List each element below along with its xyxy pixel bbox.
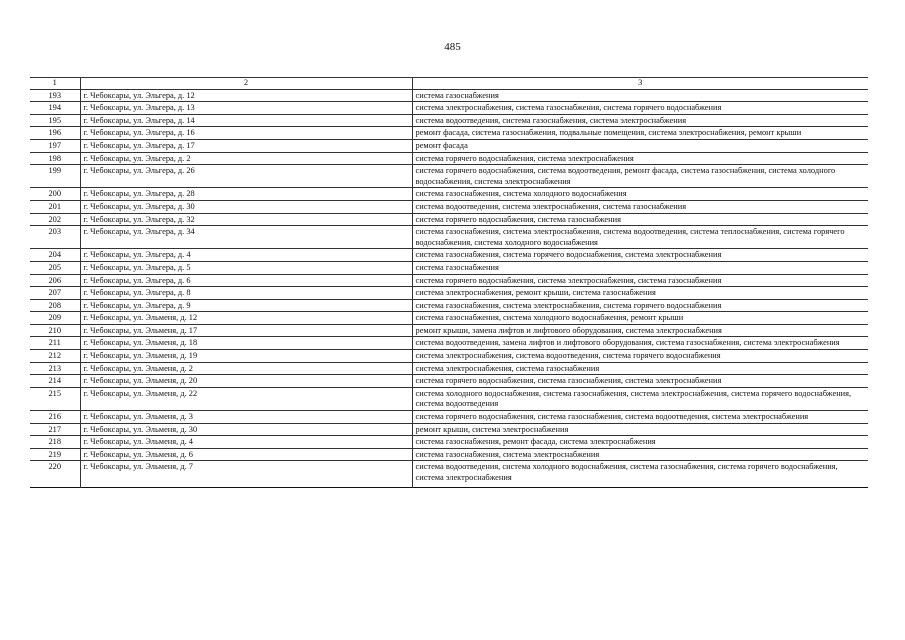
address-cell: г. Чебоксары, ул. Эльгера, д. 2 xyxy=(80,152,412,165)
works-cell: система холодного водоснабжения, система газоснабжения, система электроснабжения, система горячего водоснабжения, система водоотведения xyxy=(412,387,868,410)
page-number: 485 xyxy=(444,41,461,53)
row-number-cell: 193 xyxy=(48,90,62,100)
address-works-table xyxy=(30,77,868,488)
works-cell: система водоотведения, замена лифтов и лифтового оборудования, система газоснабжения, система электроснабжения xyxy=(412,337,868,350)
row-number-cell: 199 xyxy=(48,166,62,176)
works-cell: ремонт крыши, система электроснабжения xyxy=(412,423,868,436)
column-header-works: 3 xyxy=(412,78,868,90)
address-cell: г. Чебоксары, ул. Эльгера, д. 9 xyxy=(80,299,412,312)
works-cell: система газоснабжения, система холодного водоснабжения, ремонт крыши xyxy=(412,312,868,325)
table-row xyxy=(30,287,868,300)
row-number-cell: 194 xyxy=(48,103,62,113)
table-row xyxy=(30,375,868,388)
table-row xyxy=(30,324,868,337)
works-cell: система газоснабжения, система электроснабжения xyxy=(412,448,868,461)
row-number-cell: 218 xyxy=(48,437,62,447)
table-row xyxy=(30,448,868,461)
works-cell: система водоотведения, система газоснабжения, система электроснабжения xyxy=(412,114,868,127)
works-cell: система газоснабжения, система электроснабжения, система водоотведения, система теплоснабжения, система горячего водоснабжения, система холодного водоснабжения xyxy=(412,226,868,249)
address-cell: г. Чебоксары, ул. Эльменя, д. 17 xyxy=(80,324,412,337)
address-cell: г. Чебоксары, ул. Эльменя, д. 7 xyxy=(80,461,412,487)
address-cell: г. Чебоксары, ул. Эльгера, д. 6 xyxy=(80,274,412,287)
column-header-number: 1 xyxy=(52,78,57,87)
address-cell: г. Чебоксары, ул. Эльгера, д. 14 xyxy=(80,114,412,127)
table-row xyxy=(30,226,868,249)
table-row xyxy=(30,387,868,410)
row-number-cell: 211 xyxy=(48,338,61,348)
row-number-cell: 206 xyxy=(48,275,62,285)
address-cell: г. Чебоксары, ул. Эльгера, д. 4 xyxy=(80,249,412,262)
works-cell: ремонт крыши, замена лифтов и лифтового оборудования, система электроснабжения xyxy=(412,324,868,337)
table-row xyxy=(30,139,868,152)
address-cell: г. Чебоксары, ул. Эльгера, д. 32 xyxy=(80,213,412,226)
table-row xyxy=(30,436,868,449)
works-cell: система горячего водоснабжения, система электроснабжения xyxy=(412,152,868,165)
address-cell: г. Чебоксары, ул. Эльменя, д. 18 xyxy=(80,337,412,350)
address-cell: г. Чебоксары, ул. Эльгера, д. 34 xyxy=(80,226,412,249)
works-cell: система горячего водоснабжения, система газоснабжения xyxy=(412,213,868,226)
works-cell: система электроснабжения, ремонт крыши, система газоснабжения xyxy=(412,287,868,300)
table-row xyxy=(30,261,868,274)
works-cell: система газоснабжения, система горячего водоснабжения, система электроснабжения xyxy=(412,249,868,262)
row-number-cell: 212 xyxy=(48,351,62,361)
table-row xyxy=(30,362,868,375)
table-row xyxy=(30,337,868,350)
row-number-cell: 198 xyxy=(48,153,62,163)
works-cell: система газоснабжения, ремонт фасада, система электроснабжения xyxy=(412,436,868,449)
works-cell: система газоснабжения, система холодного водоснабжения xyxy=(412,188,868,201)
address-cell: г. Чебоксары, ул. Эльгера, д. 13 xyxy=(80,102,412,115)
table-row xyxy=(30,89,868,102)
address-cell: г. Чебоксары, ул. Эльгера, д. 30 xyxy=(80,200,412,213)
works-cell: ремонт фасада, система газоснабжения, подвальные помещения, система электроснабжения, ремонт крыши xyxy=(412,127,868,140)
works-cell: система электроснабжения, система водоотведения, система горячего водоснабжения xyxy=(412,350,868,363)
row-number-cell: 214 xyxy=(48,376,62,386)
works-cell: система электроснабжения, система газоснабжения xyxy=(412,362,868,375)
works-cell: система водоотведения, система электроснабжения, система газоснабжения xyxy=(412,200,868,213)
row-number-cell: 200 xyxy=(48,189,62,199)
row-number-cell: 217 xyxy=(48,424,62,434)
row-number-cell: 204 xyxy=(48,250,62,260)
table-header-row xyxy=(30,78,868,90)
works-cell: ремонт фасада xyxy=(412,139,868,152)
row-number-cell: 213 xyxy=(48,363,62,373)
column-header-address: 2 xyxy=(80,78,412,90)
table-row xyxy=(30,249,868,262)
address-cell: г. Чебоксары, ул. Эльменя, д. 30 xyxy=(80,423,412,436)
works-cell: система горячего водоснабжения, система водоотведения, ремонт фасада, система газоснабжения, система холодного водоснабжения, система электроснабжения xyxy=(412,165,868,188)
works-cell: система горячего водоснабжения, система газоснабжения, система электроснабжения xyxy=(412,375,868,388)
row-number-cell: 220 xyxy=(48,462,62,472)
works-cell: система горячего водоснабжения, система газоснабжения, система водоотведения, система электроснабжения xyxy=(412,411,868,424)
row-number-cell: 215 xyxy=(48,388,62,398)
row-number-cell: 196 xyxy=(48,128,62,138)
address-cell: г. Чебоксары, ул. Эльменя, д. 12 xyxy=(80,312,412,325)
table-row xyxy=(30,461,868,487)
table-row xyxy=(30,299,868,312)
table-row xyxy=(30,411,868,424)
table-row xyxy=(30,102,868,115)
table-row xyxy=(30,200,868,213)
address-cell: г. Чебоксары, ул. Эльгера, д. 16 xyxy=(80,127,412,140)
address-cell: г. Чебоксары, ул. Эльменя, д. 2 xyxy=(80,362,412,375)
table-row xyxy=(30,165,868,188)
address-cell: г. Чебоксары, ул. Эльгера, д. 8 xyxy=(80,287,412,300)
table-row xyxy=(30,127,868,140)
row-number-cell: 203 xyxy=(48,227,62,237)
table-row xyxy=(30,312,868,325)
address-cell: г. Чебоксары, ул. Эльменя, д. 22 xyxy=(80,387,412,410)
address-cell: г. Чебоксары, ул. Эльгера, д. 17 xyxy=(80,139,412,152)
table-row xyxy=(30,274,868,287)
row-number-cell: 210 xyxy=(48,325,62,335)
row-number-cell: 209 xyxy=(48,313,62,323)
row-number-cell: 195 xyxy=(48,115,62,125)
works-cell: система газоснабжения xyxy=(412,89,868,102)
row-number-cell: 197 xyxy=(48,140,62,150)
row-number-cell: 201 xyxy=(48,201,62,211)
address-cell: г. Чебоксары, ул. Эльменя, д. 6 xyxy=(80,448,412,461)
table-row xyxy=(30,152,868,165)
address-cell: г. Чебоксары, ул. Эльменя, д. 4 xyxy=(80,436,412,449)
table-row xyxy=(30,188,868,201)
works-cell: система газоснабжения, система электроснабжения, система горячего водоснабжения xyxy=(412,299,868,312)
works-cell: система водоотведения, система холодного водоснабжения, система газоснабжения, система горячего водоснабжения, система электроснабжения xyxy=(412,461,868,487)
works-cell: система горячего водоснабжения, система электроснабжения, система газоснабжения xyxy=(412,274,868,287)
table-row xyxy=(30,423,868,436)
address-cell: г. Чебоксары, ул. Эльменя, д. 19 xyxy=(80,350,412,363)
works-cell: система электроснабжения, система газоснабжения, система горячего водоснабжения xyxy=(412,102,868,115)
address-cell: г. Чебоксары, ул. Эльменя, д. 3 xyxy=(80,411,412,424)
row-number-cell: 205 xyxy=(48,262,62,272)
row-number-cell: 207 xyxy=(48,288,62,298)
address-cell: г. Чебоксары, ул. Эльгера, д. 28 xyxy=(80,188,412,201)
address-cell: г. Чебоксары, ул. Эльгера, д. 26 xyxy=(80,165,412,188)
address-cell: г. Чебоксары, ул. Эльгера, д. 12 xyxy=(80,89,412,102)
table-row xyxy=(30,350,868,363)
row-number-cell: 202 xyxy=(48,214,62,224)
table-body xyxy=(30,89,868,487)
works-cell: система газоснабжения xyxy=(412,261,868,274)
address-cell: г. Чебоксары, ул. Эльгера, д. 5 xyxy=(80,261,412,274)
table-row xyxy=(30,213,868,226)
row-number-cell: 219 xyxy=(48,449,62,459)
table-row xyxy=(30,114,868,127)
address-cell: г. Чебоксары, ул. Эльменя, д. 20 xyxy=(80,375,412,388)
row-number-cell: 216 xyxy=(48,412,62,422)
row-number-cell: 208 xyxy=(48,300,62,310)
